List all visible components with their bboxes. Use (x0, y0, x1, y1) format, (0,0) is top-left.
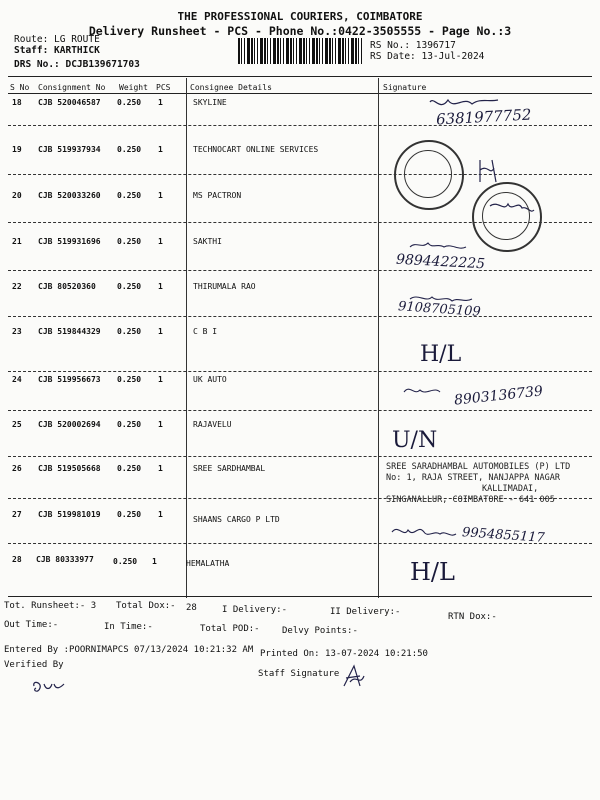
row-23-consignment: CJB 519844329 (38, 327, 101, 336)
row-20-consignment: CJB 520033260 (38, 191, 101, 200)
row-22-sno: 22 (12, 282, 22, 291)
row-21-weight: 0.250 (117, 237, 142, 246)
row-18-pcs: 1 (158, 98, 163, 107)
row-19-pcs: 1 (158, 145, 163, 154)
row-24-consignee: UK AUTO (193, 375, 227, 384)
row-20-pcs: 1 (158, 191, 163, 200)
row-22-weight: 0.250 (117, 282, 142, 291)
row-28-consignment: CJB 80333977 (36, 555, 94, 564)
stamp-line: SREE SARADHAMBAL AUTOMOBILES (P) LTD (386, 462, 571, 472)
staff-label: Staff: KARTHICK (14, 45, 100, 56)
row-25-consignee: RAJAVELU (193, 420, 232, 429)
col-consignment: Consignment No (38, 83, 106, 92)
handwritten-signature (392, 529, 456, 535)
row-21-consignee: SAKTHI (193, 237, 222, 246)
row-26-pcs: 1 (158, 464, 163, 473)
row-27-weight: 0.250 (117, 510, 142, 519)
out-time: Out Time:- (4, 620, 59, 630)
row-26-weight: 0.250 (117, 464, 142, 473)
row-25-pcs: 1 (158, 420, 163, 429)
signature-phone: 8903136739 (453, 383, 544, 409)
address-stamp (386, 462, 570, 506)
row-19-weight: 0.250 (117, 145, 142, 154)
courier-stamp-inner (404, 150, 452, 198)
row-20-consignee: MS PACTRON (193, 191, 242, 200)
rs-number: RS No.: 1396717 (370, 40, 456, 51)
handwritten-signature (480, 160, 496, 182)
row-18-sno: 18 (12, 98, 22, 107)
staff-signature (338, 664, 368, 690)
staff-signature-label: Staff Signature (258, 669, 340, 679)
row-22-consignment: CJB 80520360 (38, 282, 96, 291)
delvy-points: Delvy Points:- (282, 626, 358, 636)
signature-phone: 6381977752 (435, 105, 532, 129)
row-23-sno: 23 (12, 327, 22, 336)
col-sno: S No (10, 83, 30, 92)
total-dox-value: 28 (186, 603, 197, 613)
consignee-divider (186, 78, 187, 598)
in-time: In Time:- (104, 622, 153, 632)
row-18-weight: 0.250 (117, 98, 142, 107)
entered-by: Entered By :POORNIMAPCS 07/13/2024 10:21:32 AM (4, 645, 254, 655)
row-18-consignment: CJB 520046587 (38, 98, 101, 107)
header-top-rule (8, 76, 592, 77)
row-26-consignment: CJB 519505668 (38, 464, 101, 473)
printed-on: Printed On: 13-07-2024 10:21:50 (260, 649, 428, 659)
row-28-sno: 28 (12, 555, 22, 564)
row-28-weight: 0.250 (113, 557, 138, 566)
col-signature: Signature (383, 83, 427, 92)
row-21-pcs: 1 (158, 237, 163, 246)
row-19-sno: 19 (12, 145, 22, 154)
signature-divider (378, 78, 379, 598)
handwritten-signature (410, 243, 466, 248)
row-23-weight: 0.250 (117, 327, 142, 336)
stamp-line: No: 1, RAJA STREET, NANJAPPA NAGAR (386, 473, 560, 483)
route-label: Route: LG ROUTE (14, 34, 100, 45)
signature-note: H/L (420, 342, 462, 367)
col-weight: Weight (119, 83, 148, 92)
verifier-signature (30, 676, 70, 696)
row-26-consignee: SREE SARDHAMBAL (193, 464, 266, 473)
row-26-sno: 26 (12, 464, 22, 473)
row-20-weight: 0.250 (117, 191, 142, 200)
rs-date: RS Date: 13-Jul-2024 (370, 51, 485, 62)
i-delivery: I Delivery:- (222, 605, 288, 615)
row-21-sno: 21 (12, 237, 22, 246)
company-stamp-inner (482, 192, 530, 240)
signature-phone: 9954855117 (461, 525, 546, 546)
row-20-sno: 20 (12, 191, 22, 200)
row-27-consignment: CJB 519981019 (38, 510, 101, 519)
row-25-weight: 0.250 (117, 420, 142, 429)
company-name: THE PROFESSIONAL COURIERS, COIMBATORE (177, 10, 423, 23)
footer-rule (8, 596, 592, 597)
signature-phone: 9894422225 (395, 251, 486, 273)
row-24-consignment: CJB 519956673 (38, 375, 101, 384)
verified-by: Verified By (4, 660, 64, 670)
row-22-consignee: THIRUMALA RAO (193, 282, 256, 291)
row-25-sno: 25 (12, 420, 22, 429)
runsheet-subtitle: Delivery Runsheet - PCS - Phone No.:0422-3505555 - Page No.:3 (88, 24, 512, 38)
row-25-consignment: CJB 520002694 (38, 420, 101, 429)
handwritten-signature (404, 389, 440, 392)
tot-runsheet: Tot. Runsheet:- 3 (4, 601, 97, 611)
handwritten-signature (430, 100, 498, 105)
row-22-pcs: 1 (158, 282, 163, 291)
row-19-consignee: TECHNOCART ONLINE SERVICES (193, 145, 319, 154)
col-pcs: PCS (156, 83, 171, 92)
signature-note: U/N (392, 428, 438, 453)
total-dox-label: Total Dox:- (116, 601, 176, 611)
row-27-pcs: 1 (158, 510, 163, 519)
total-pod: Total POD:- (200, 624, 260, 634)
row-21-consignment: CJB 519931696 (38, 237, 101, 246)
row-18-consignee: SKYLINE (193, 98, 227, 107)
row-28-pcs: 1 (152, 557, 157, 566)
row-24-weight: 0.250 (117, 375, 142, 384)
row-28-consignee: HEMALATHA (186, 559, 230, 568)
row-27-consignee: SHAANS CARGO P LTD (193, 515, 280, 524)
ii-delivery: II Delivery:- (330, 607, 401, 617)
row-23-pcs: 1 (158, 327, 163, 336)
row-24-sno: 24 (12, 375, 22, 384)
row-23-consignee: C B I (193, 327, 218, 336)
row-19-consignment: CJB 519937934 (38, 145, 101, 154)
signature-note: H/L (410, 558, 455, 586)
rtn-dox: RTN Dox:- (448, 612, 497, 622)
col-consignee: Consignee Details (190, 83, 272, 92)
drs-number: DRS No.: DCJB139671703 (14, 59, 140, 70)
row-24-pcs: 1 (158, 375, 163, 384)
stamp-line: SINGANALLUR, COIMBATORE - 641 005 (386, 495, 555, 505)
row-27-sno: 27 (12, 510, 22, 519)
signature-phone: 9108705109 (397, 299, 482, 320)
stamp-line: KALLIMADAI, (482, 484, 539, 494)
barcode (238, 38, 362, 64)
